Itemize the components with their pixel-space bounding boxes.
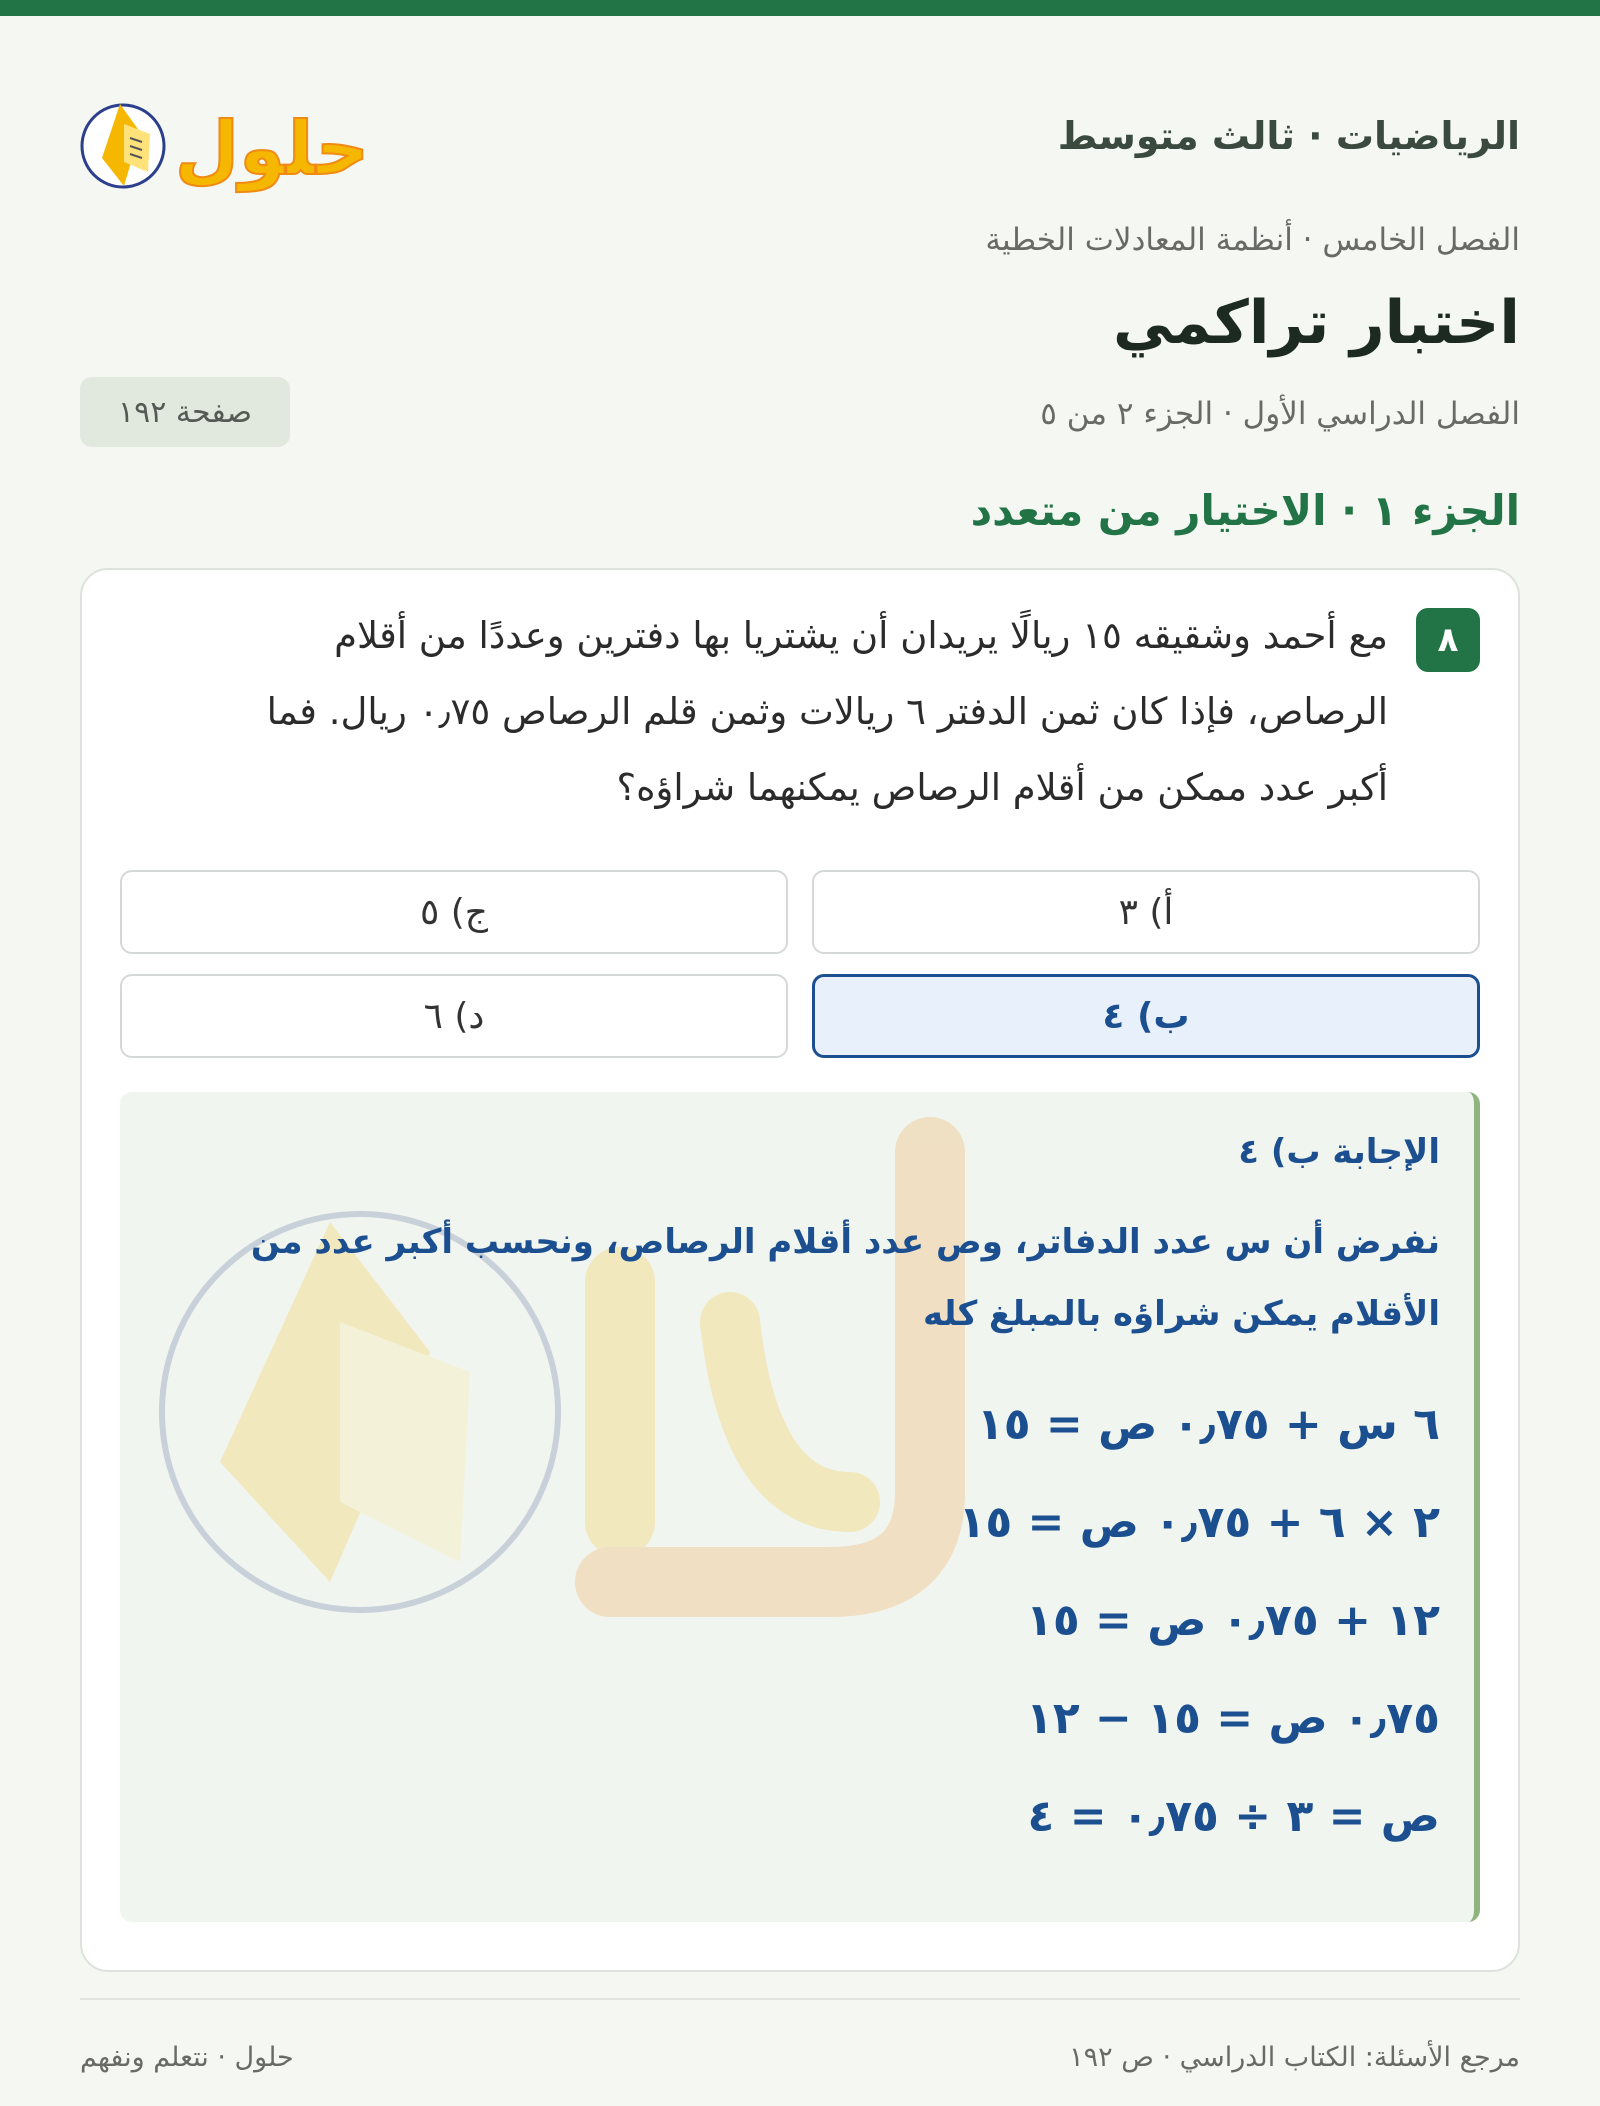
equation-5: ص = ٣ ÷ ٠٫٧٥ = ٤ [1027, 1791, 1440, 1842]
answer-heading: الإجابة ب) ٤ [1238, 1132, 1440, 1172]
top-accent-bar [0, 0, 1600, 16]
question-text: مع أحمد وشقيقه ١٥ ريالًا يريدان أن يشتريا بها دفترين وعددًا من أقلام الرصاص، فإذا كان ثمن الدفتر ٦ ريالات وثمن قلم الرصاص ٠٫٧٥ ريال. فما أكبر عدد ممكن من أقلام الرصاص يمكنهما شراؤه؟ [266, 614, 1388, 809]
equation-4: ٠٫٧٥ ص = ١٥ − ١٢ [1026, 1693, 1440, 1744]
chapter-label: الفصل الخامس · أنظمة المعادلات الخطية [985, 222, 1520, 258]
option-b-correct[interactable]: ب) ٤ [812, 974, 1480, 1058]
page-number-badge: صفحة ١٩٢ [80, 377, 290, 447]
answer-options [120, 870, 1480, 1066]
equation-3: ١٢ + ٠٫٧٥ ص = ١٥ [1026, 1595, 1440, 1646]
site-footer [80, 1998, 1520, 2100]
equation-1: ٦ س + ٠٫٧٥ ص = ١٥ [976, 1399, 1440, 1450]
logo-wordmark: حلول [174, 106, 370, 192]
solution-box [120, 1092, 1480, 1922]
footer-reference: مرجع الأسئلة: الكتاب الدراسي · ص ١٩٢ [1069, 2042, 1520, 2073]
question-card [80, 568, 1520, 1972]
subject-label: الرياضيات · ثالث متوسط [1057, 114, 1520, 158]
site-header [80, 76, 1520, 216]
solution-content [180, 1132, 1440, 1866]
section-title: الجزء ١ · الاختيار من متعدد [970, 486, 1520, 535]
footer-brand[interactable]: حلول · نتعلم ونفهم [80, 2042, 294, 2073]
solution-explanation: نفرض أن س عدد الدفاتر، وص عدد أقلام الرصاص، ونحسب أكبر عدد من الأقلام يمكن شراؤه بالمبلغ كله [250, 1222, 1440, 1334]
equation-2: ٢ × ٦ + ٠٫٧٥ ص = ١٥ [958, 1497, 1440, 1548]
page-title: اختبار تراكمي [1113, 288, 1520, 358]
term-label: الفصل الدراسي الأول · الجزء ٢ من ٥ [1040, 396, 1520, 432]
option-c[interactable]: ج) ٥ [120, 870, 788, 954]
hulul-logo[interactable] [80, 76, 370, 216]
option-d[interactable]: د) ٦ [120, 974, 788, 1058]
question-number-badge: ٨ [1416, 608, 1480, 672]
option-a[interactable]: أ) ٣ [812, 870, 1480, 954]
